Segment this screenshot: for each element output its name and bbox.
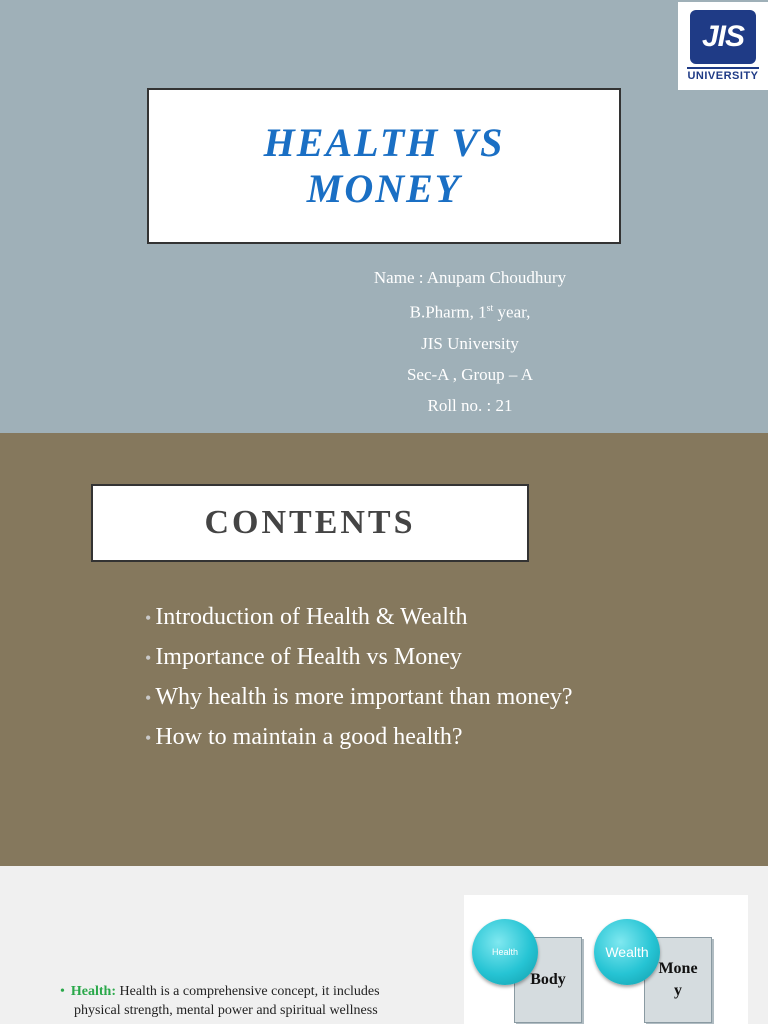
money-label-line-1: Mone — [658, 960, 698, 977]
title-line-2: MONEY — [306, 166, 462, 211]
list-item-text: Introduction of Health & Wealth — [155, 604, 468, 630]
title-slide — [0, 0, 768, 433]
author-section: Sec-A , Group – A — [406, 364, 534, 384]
list-item-text: Importance of Health vs Money — [155, 644, 462, 670]
bullet-icon: • — [145, 728, 152, 748]
health-circle — [472, 919, 538, 985]
course-suffix: year, — [493, 302, 531, 322]
list-item — [145, 678, 573, 718]
wealth-circle — [594, 919, 660, 985]
presentation-title — [234, 120, 534, 212]
contents-heading-box — [91, 484, 529, 562]
health-circle-label: Health — [491, 947, 518, 957]
author-roll: Roll no. : 21 — [427, 395, 513, 415]
list-item-text: Why health is more important than money? — [155, 684, 573, 710]
university-logo — [678, 2, 768, 90]
body-label: Body — [530, 971, 566, 988]
money-label-line-2: y — [673, 982, 682, 999]
bullet-icon: • — [145, 648, 152, 668]
bullet-icon: • — [145, 608, 152, 628]
contents-list — [145, 598, 573, 758]
definition-term: Health: — [70, 984, 117, 999]
health-definition — [60, 982, 440, 1020]
title-box — [147, 88, 621, 244]
author-university: JIS University — [421, 333, 519, 353]
logo-mark: JIS — [690, 10, 756, 64]
title-line-1: HEALTH VS — [263, 120, 505, 165]
contents-heading: CONTENTS — [204, 504, 416, 541]
list-item-text: How to maintain a good health? — [155, 724, 463, 750]
list-item — [145, 598, 573, 638]
definition-line-1 — [60, 982, 440, 1001]
course-superscript: st — [486, 303, 494, 314]
contents-slide — [0, 433, 768, 866]
author-name: Name : Anupam Choudhury — [373, 268, 567, 287]
list-item — [145, 638, 573, 678]
list-item — [145, 718, 573, 758]
wealth-circle-label: Wealth — [605, 944, 649, 960]
bullet-icon: • — [60, 984, 65, 999]
logo-wordmark: UNIVERSITY — [687, 67, 758, 82]
author-info — [330, 262, 610, 421]
course-prefix: B.Pharm, 1 — [409, 302, 487, 322]
author-course — [330, 293, 610, 328]
health-definition-slide — [0, 866, 768, 1024]
definition-text-1: Health is a comprehensive concept, it includes — [116, 984, 380, 999]
health-wealth-diagram — [464, 895, 748, 1024]
definition-line-2: physical strength, mental power and spiritual wellness — [74, 1003, 378, 1018]
bullet-icon: • — [145, 688, 152, 708]
